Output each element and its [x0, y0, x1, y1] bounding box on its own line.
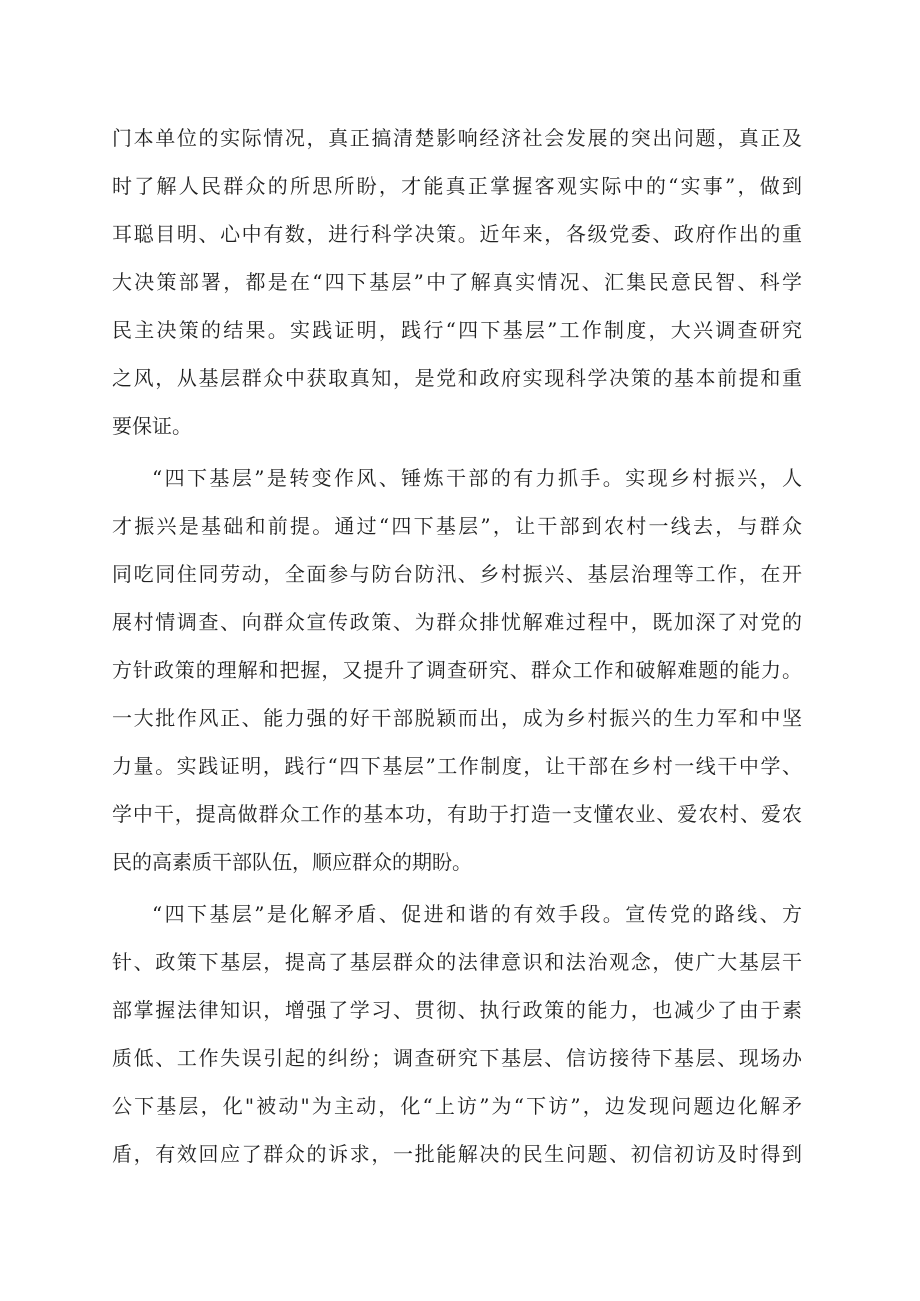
text-line: 展村情调查、向群众宣传政策、为群众排忧解难过程中，既加深了对党的	[112, 610, 802, 634]
text-line: 耳聪目明、心中有数，进行科学决策。近年来，各级党委、政府作出的重	[112, 222, 802, 246]
text-line: 方针政策的理解和把握，又提升了调查研究、群众工作和破解难题的能力。	[112, 658, 802, 682]
text-line: 民主决策的结果。实践证明，践行“四下基层”工作制度，大兴调查研究	[112, 318, 802, 342]
text-line: 学中干，提高做群众工作的基本功，有助于打造一支懂农业、爱农村、爱农	[112, 802, 802, 826]
text-line: 盾，有效回应了群众的诉求，一批能解决的民生问题、初信初访及时得到	[112, 1142, 802, 1166]
text-line: 要保证。	[112, 414, 192, 438]
text-line: 才振兴是基础和前提。通过“四下基层”，让干部到农村一线去，与群众	[112, 514, 802, 538]
text-line: 之风，从基层群众中获取真知，是党和政府实现科学决策的基本前提和重	[112, 366, 802, 390]
text-line: 门本单位的实际情况，真正搞清楚影响经济社会发展的突出问题，真正及	[112, 126, 802, 150]
text-line: 大决策部署，都是在“四下基层”中了解真实情况、汇集民意民智、科学	[112, 270, 802, 294]
text-line: 一大批作风正、能力强的好干部脱颖而出，成为乡村振兴的生力军和中坚	[112, 706, 802, 730]
text-line: 针、政策下基层，提高了基层群众的法律意识和法治观念，使广大基层干	[112, 950, 802, 974]
text-line: “四下基层”是化解矛盾、促进和谐的有效手段。宣传党的路线、方	[152, 902, 802, 926]
text-line: 质低、工作失误引起的纠纷；调查研究下基层、信访接待下基层、现场办	[112, 1046, 802, 1070]
text-line: “四下基层”是转变作风、锤炼干部的有力抓手。实现乡村振兴，人	[152, 466, 802, 490]
text-line: 力量。实践证明，践行“四下基层”工作制度，让干部在乡村一线干中学、	[112, 754, 802, 778]
text-line: 部掌握法律知识，增强了学习、贯彻、执行政策的能力，也减少了由于素	[112, 998, 802, 1022]
text-line: 时了解人民群众的所思所盼，才能真正掌握客观实际中的“实事”，做到	[112, 174, 802, 198]
text-line: 同吃同住同劳动，全面参与防台防汛、乡村振兴、基层治理等工作，在开	[112, 562, 802, 586]
text-line: 公下基层，化"被动"为主动，化“上访”为“下访”，边发现问题边化解矛	[112, 1094, 802, 1118]
text-line: 民的高素质干部队伍，顺应群众的期盼。	[112, 850, 472, 874]
